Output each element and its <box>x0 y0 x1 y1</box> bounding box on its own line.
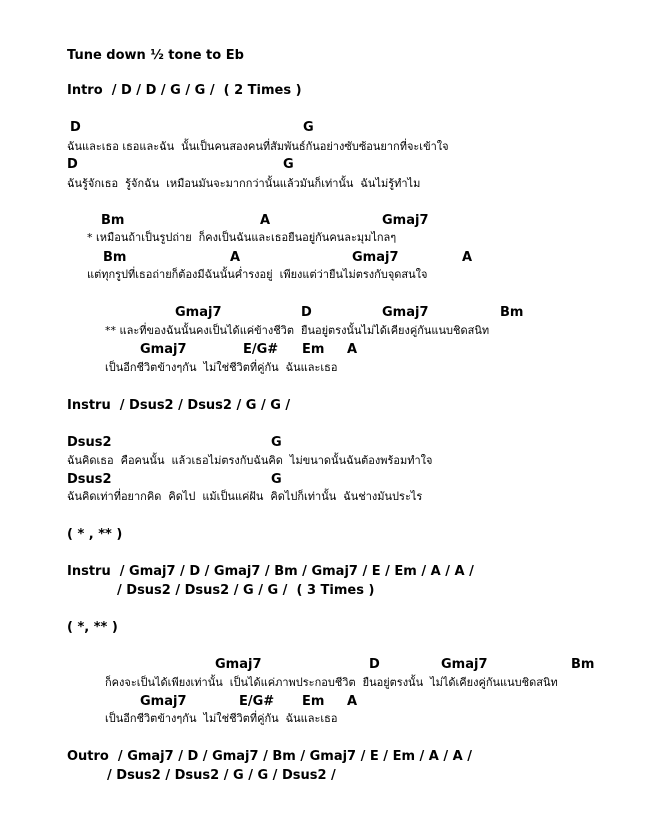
chord: Gmaj7 <box>441 657 488 672</box>
lyric-line: เป็นอีกชีวิตข้างๆกัน ไม่ใช่ชีวิตที่คู่กัน ฉันและเธอ <box>105 712 338 725</box>
chord: D <box>67 157 78 172</box>
lyric-line: ฉันคิดเท่าที่อยากคิด คิดไป แม้เป็นแค่ฝัน คิดไปก็เท่านั้น ฉันช่างมันประไร <box>67 490 423 503</box>
chord: Bm <box>500 305 524 320</box>
chord: Em <box>302 694 325 709</box>
chord: A <box>462 250 473 265</box>
chord: A <box>260 213 271 228</box>
lyric-line: ฉันรู้จักเธอ รู้จักฉัน เหมือนมันจะมากกว่านั้นแล้วมันก็เท่านั้น ฉันไม่รู้ทำไม <box>67 177 421 190</box>
chord: Gmaj7 <box>382 305 429 320</box>
instrumental-line: Instru / Dsus2 / Dsus2 / G / G / <box>67 398 291 413</box>
chord: D <box>70 120 81 135</box>
chord: D <box>369 657 380 672</box>
chord: Gmaj7 <box>140 694 187 709</box>
lyric-line: ฉันและเธอ เธอและฉัน นั้นเป็นคนสองคนที่สัมพันธ์กันอย่างซับซ้อนยากที่จะเข้าใจ <box>67 140 449 153</box>
outro-line: / Dsus2 / Dsus2 / G / G / Dsus2 / <box>107 768 336 783</box>
chord: A <box>347 342 358 357</box>
chord: A <box>347 694 358 709</box>
repeat-marker: ( * , ** ) <box>67 527 123 542</box>
chord: Bm <box>571 657 595 672</box>
chord: E/G# <box>243 342 279 357</box>
lyric-line: ก็คงจะเป็นได้เพียงเท่านั้น เป็นได้แค่ภาพประกอบชีวิต ยืนอยู่ตรงนั้น ไม่ได้เคียงคู่กันแนบชิดสนิท <box>105 676 558 689</box>
chord: Em <box>302 342 325 357</box>
chord: Gmaj7 <box>215 657 262 672</box>
chord: Dsus2 <box>67 472 112 487</box>
chord: E/G# <box>239 694 275 709</box>
chord: D <box>301 305 312 320</box>
chord: G <box>303 120 314 135</box>
instrumental-line: / Dsus2 / Dsus2 / G / G / ( 3 Times ) <box>117 583 375 598</box>
chord: Gmaj7 <box>175 305 222 320</box>
chord: A <box>230 250 241 265</box>
instrumental-line: Instru / Gmaj7 / D / Gmaj7 / Bm / Gmaj7 / E / Em / A / A / <box>67 564 474 579</box>
chord: G <box>271 435 282 450</box>
lyric-line: * เหมือนถ้าเป็นรูปถ่าย ก็คงเป็นฉันและเธอยืนอยู่กันคนละมุมไกลๆ <box>87 231 397 244</box>
chord: G <box>271 472 282 487</box>
lyric-line: ** และที่ของฉันนั้นคงเป็นได้แค่ข้างชีวิต ยืนอยู่ตรงนั้นไม่ได้เคียงคู่กันแนบชิดสนิท <box>105 324 490 337</box>
intro-line: Intro / D / D / G / G / ( 2 Times ) <box>67 83 302 98</box>
chord: Gmaj7 <box>352 250 399 265</box>
lyric-line: เป็นอีกชีวิตข้างๆกัน ไม่ใช่ชีวิตที่คู่กัน ฉันและเธอ <box>105 361 338 374</box>
lyric-line: ฉันคิดเธอ คือคนนั้น แล้วเธอไม่ตรงกับฉันคิด ไม่ขนาดนั้นฉันต้องพร้อมทำใจ <box>67 454 433 467</box>
chord: Dsus2 <box>67 435 112 450</box>
chord: Bm <box>103 250 127 265</box>
chord: Gmaj7 <box>382 213 429 228</box>
chord: Bm <box>101 213 125 228</box>
chord: Gmaj7 <box>140 342 187 357</box>
lyric-line: แต่ทุกรูปที่เธอถ่ายก็ต้องมีฉันนั้นค่ำรงอยู่ เพียงแต่ว่ายืนไม่ตรงกับจุดสนใจ <box>87 268 428 281</box>
repeat-marker: ( *, ** ) <box>67 620 118 635</box>
chord: G <box>283 157 294 172</box>
tuning-note: Tune down ½ tone to Eb <box>67 48 244 63</box>
outro-line: Outro / Gmaj7 / D / Gmaj7 / Bm / Gmaj7 / E / Em / A / A / <box>67 749 473 764</box>
